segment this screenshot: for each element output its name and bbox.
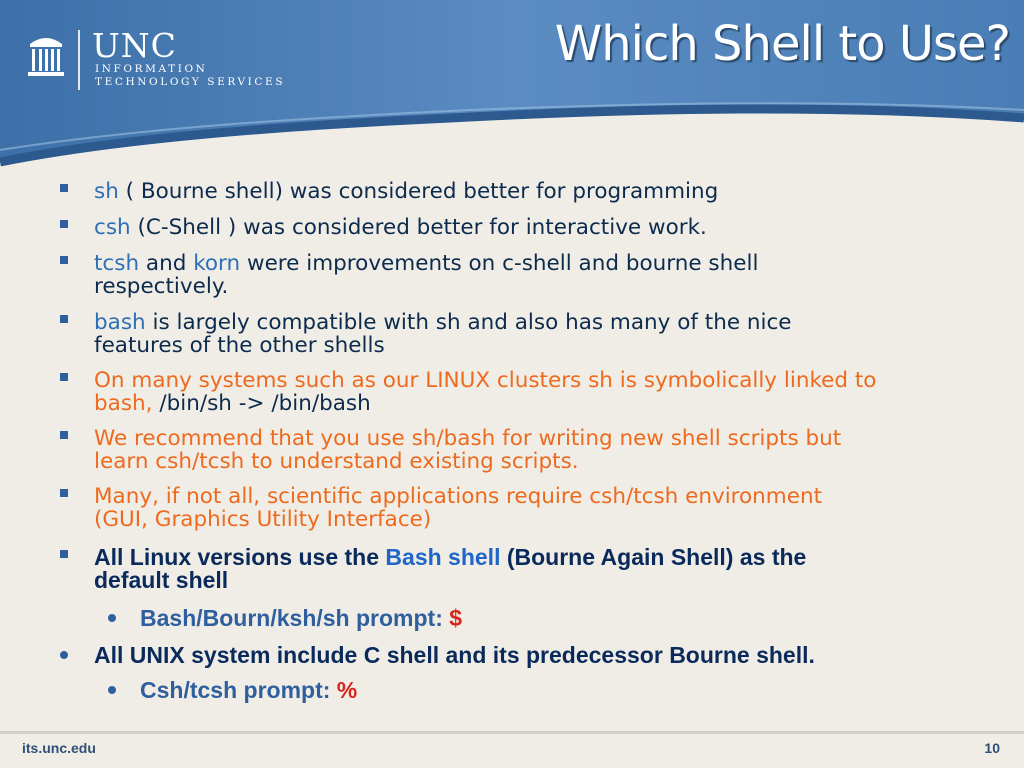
bullet-text: All Linux versions use the [94,544,386,570]
bullet-sh [94,180,718,203]
bullet-recommendation [94,427,841,473]
bullet-text: were improvements on c-shell and bourne shell [240,251,759,276]
footer-divider [0,731,1024,734]
square-bullet-icon [60,256,68,264]
bullet-text: is largely compatible with sh and also has many of the nice [145,310,792,335]
square-bullet-icon [60,373,68,381]
bullet-text: (C-Shell ) was considered better for interactive work. [130,215,707,240]
bullet-bash [94,311,792,357]
prompt-symbol-dollar: $ [449,605,463,631]
symlink-path: /bin/sh -> /bin/bash [152,391,371,416]
sub-bullet-bash-prompt [140,607,462,630]
keyword-tcsh: tcsh [94,251,140,276]
bullet-text-line2: learn csh/tcsh to understand existing scripts. [94,449,579,474]
bullet-text: Many, if not all, scientific applications require csh/tcsh environment [94,484,823,509]
square-bullet-icon [60,184,68,192]
slide-number: 10 [984,740,1000,756]
bullet-scientific-apps [94,485,822,531]
round-bullet-icon [108,614,116,622]
bullet-tcsh-korn [94,252,758,298]
bullet-text-line2: respectively. [94,274,229,299]
bullet-linux-clusters [94,369,876,415]
bullet-csh [94,216,707,239]
bullet-text: (Bourne Again Shell) as the [500,544,807,570]
bullet-unix [94,644,815,667]
bullet-text-line2: features of the other shells [94,333,385,358]
bullet-text: and [139,251,194,276]
logo-its-text: TECHNOLOGY SERVICES [95,76,286,88]
round-bullet-icon [108,686,116,694]
round-bullet-icon [60,651,68,659]
keyword-korn: korn [193,251,241,276]
sub-bullet-csh-prompt [140,679,357,702]
keyword-sh: sh [94,179,119,204]
slide-title: Which Shell to Use? [554,16,1010,72]
prompt-label: Csh/tcsh prompt: [140,677,337,703]
square-bullet-icon [60,550,68,558]
keyword-csh: csh [94,215,131,240]
prompt-label: Bash/Bourn/ksh/sh prompt: [140,605,450,631]
prompt-symbol-percent: % [336,677,358,703]
bullet-text-line2: bash, [94,391,153,416]
keyword-bash-shell: Bash shell [385,544,501,570]
square-bullet-icon [60,431,68,439]
bullet-text: All UNIX system include C shell and its predecessor Bourne shell. [94,642,815,668]
bullet-text-line2: (GUI, Graphics Utility Interface) [94,507,432,532]
bullet-text: ( Bourne shell) was considered better for programming [118,179,719,204]
logo-unc-text: UNC [92,26,177,65]
bullet-text: On many systems such as our LINUX clusters sh is symbolically linked to [94,368,877,393]
footer-url: its.unc.edu [22,740,96,756]
square-bullet-icon [60,489,68,497]
square-bullet-icon [60,220,68,228]
logo-information-text: INFORMATION [95,63,208,75]
square-bullet-icon [60,315,68,323]
bullet-text-line2: default shell [94,567,229,593]
keyword-bash: bash [94,310,146,335]
bullet-linux-default [94,546,806,592]
bullet-text: We recommend that you use sh/bash for writing new shell scripts but [94,426,842,451]
